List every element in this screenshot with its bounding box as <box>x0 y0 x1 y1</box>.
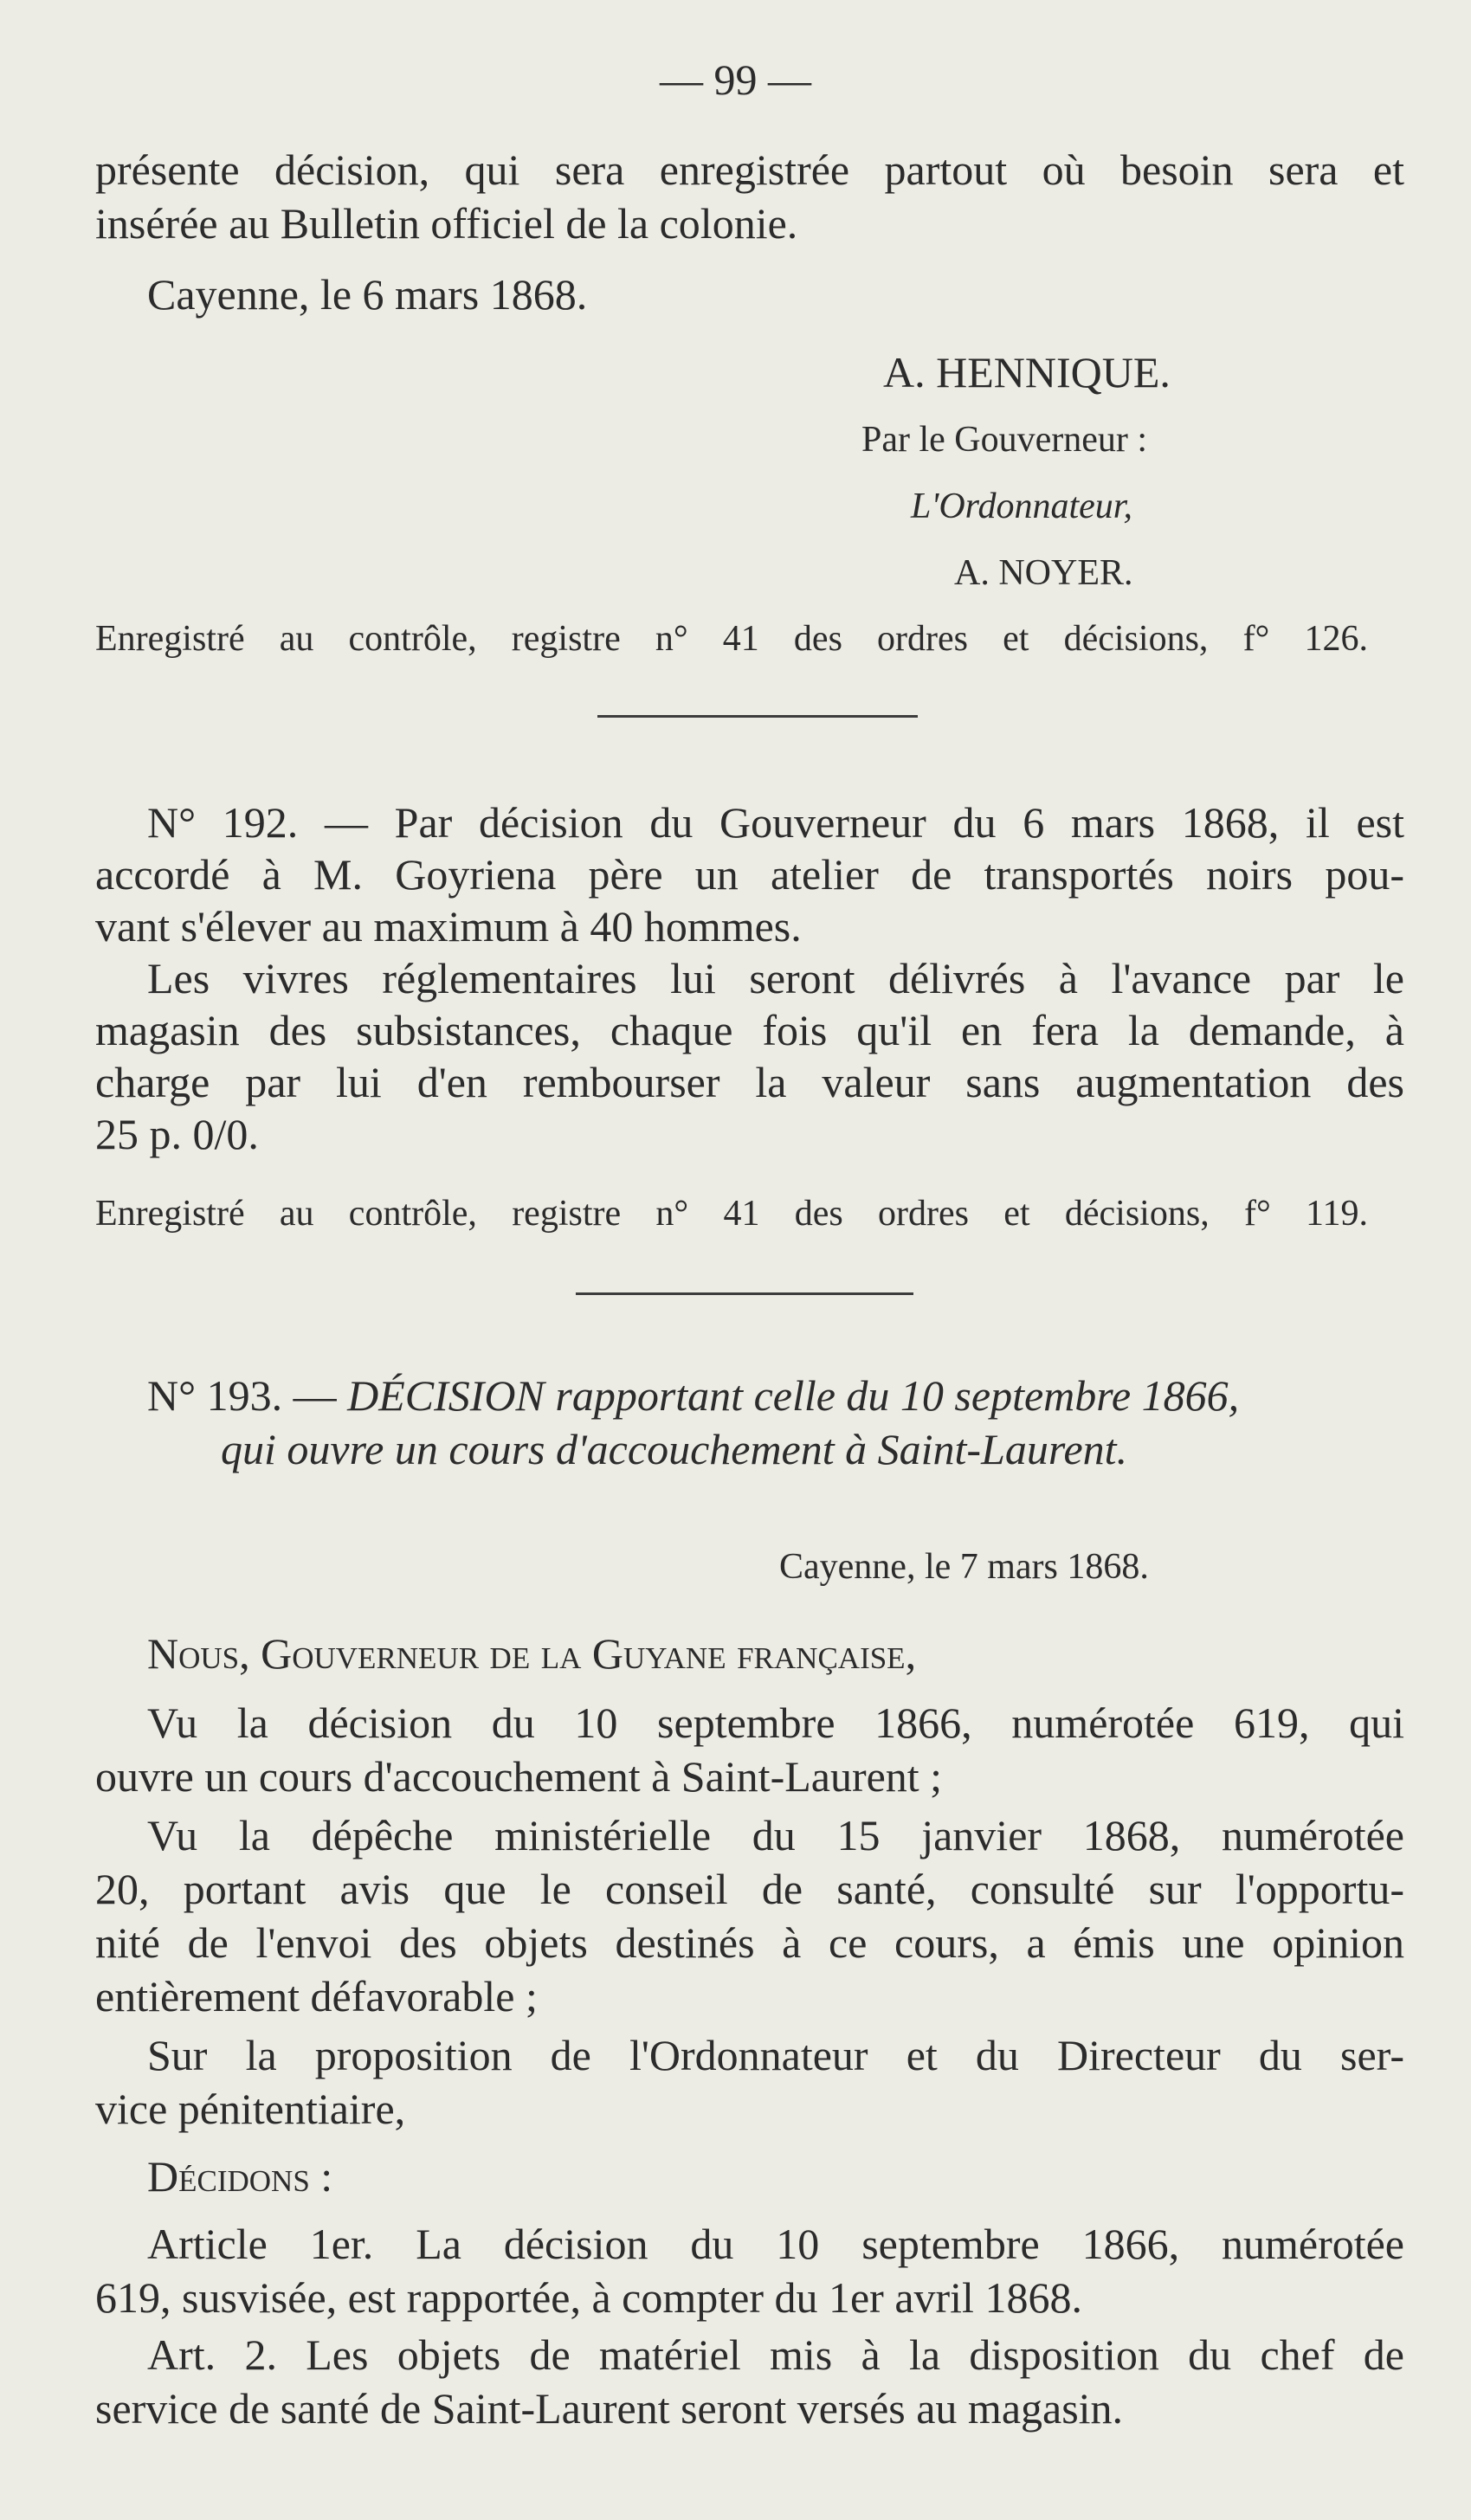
text-line: Article 1er. La décision du 10 septembre 1866, numérotée <box>147 2220 1404 2268</box>
text-line: Décidons : <box>147 2152 333 2201</box>
signature: A. HENNIQUE. <box>883 348 1171 396</box>
ordonnateur-title: L'Ordonnateur, <box>911 487 1132 526</box>
text-line: présente décision, qui sera enregistrée partout où besoin sera et <box>95 145 1404 194</box>
text-line: Nous, Gouverneur de la Guyane française, <box>147 1629 917 1678</box>
text-line: ouvre un cours d'accouchement à Saint-Laurent ; <box>95 1752 943 1801</box>
text-line: N° 192. — Par décision du Gouverneur du 6 mars 1868, il est <box>147 798 1404 847</box>
separator-rule <box>597 715 918 718</box>
decision-title: DÉCISION rapportant celle du 10 septembre 1866, <box>347 1371 1240 1420</box>
page-number: — 99 — <box>660 55 811 104</box>
text-line: vice pénitentiaire, <box>95 2085 406 2133</box>
text-line: Les vivres réglementaires lui seront délivrés à l'avance par le <box>147 954 1404 1002</box>
text-line: nité de l'envoi des objets destinés à ce cours, a émis une opinion <box>95 1918 1404 1967</box>
separator-rule <box>576 1292 913 1295</box>
date-line: Cayenne, le 7 mars 1868. <box>779 1547 1149 1587</box>
text-line: Vu la décision du 10 septembre 1866, numérotée 619, qui <box>147 1698 1404 1747</box>
text-line: vant s'élever au maximum à 40 hommes. <box>95 902 802 951</box>
text-line: Sur la proposition de l'Ordonnateur et du Directeur du ser- <box>147 2031 1404 2079</box>
decision-number: N° 193. — <box>147 1371 337 1420</box>
text-line: 25 p. 0/0. <box>95 1110 259 1158</box>
text-line: service de santé de Saint-Laurent seront versés au magasin. <box>95 2384 1124 2433</box>
ordonnateur-name: A. NOYER. <box>954 553 1133 593</box>
text-line: 20, portant avis que le conseil de santé, consulté sur l'opportu- <box>95 1865 1404 1913</box>
text-line: entièrement défavorable ; <box>95 1972 538 2021</box>
text-line: Vu la dépêche ministérielle du 15 janvier 1868, numérotée <box>147 1811 1404 1859</box>
date-line: Cayenne, le 6 mars 1868. <box>147 270 588 319</box>
text-line: insérée au Bulletin officiel de la colonie. <box>95 199 798 248</box>
decision-title-continued: qui ouvre un cours d'accouchement à Saint-Laurent. <box>221 1425 1128 1473</box>
text-line: accordé à M. Goyriena père un atelier de transportés noirs pou- <box>95 850 1404 899</box>
text-line: charge par lui d'en rembourser la valeur sans augmentation des <box>95 1058 1404 1106</box>
registration-line: Enregistré au contrôle, registre n° 41 des ordres et décisions, f° 119. <box>95 1194 1368 1234</box>
registration-line: Enregistré au contrôle, registre n° 41 des ordres et décisions, f° 126. <box>95 619 1368 659</box>
text-line: 619, susvisée, est rapportée, à compter du 1er avril 1868. <box>95 2273 1082 2322</box>
decision-heading <box>147 1370 1404 1421</box>
text-line: magasin des subsistances, chaque fois qu'il en fera la demande, à <box>95 1006 1404 1054</box>
by-governor: Par le Gouverneur : <box>861 420 1148 460</box>
text-line: Art. 2. Les objets de matériel mis à la disposition du chef de <box>147 2330 1404 2379</box>
